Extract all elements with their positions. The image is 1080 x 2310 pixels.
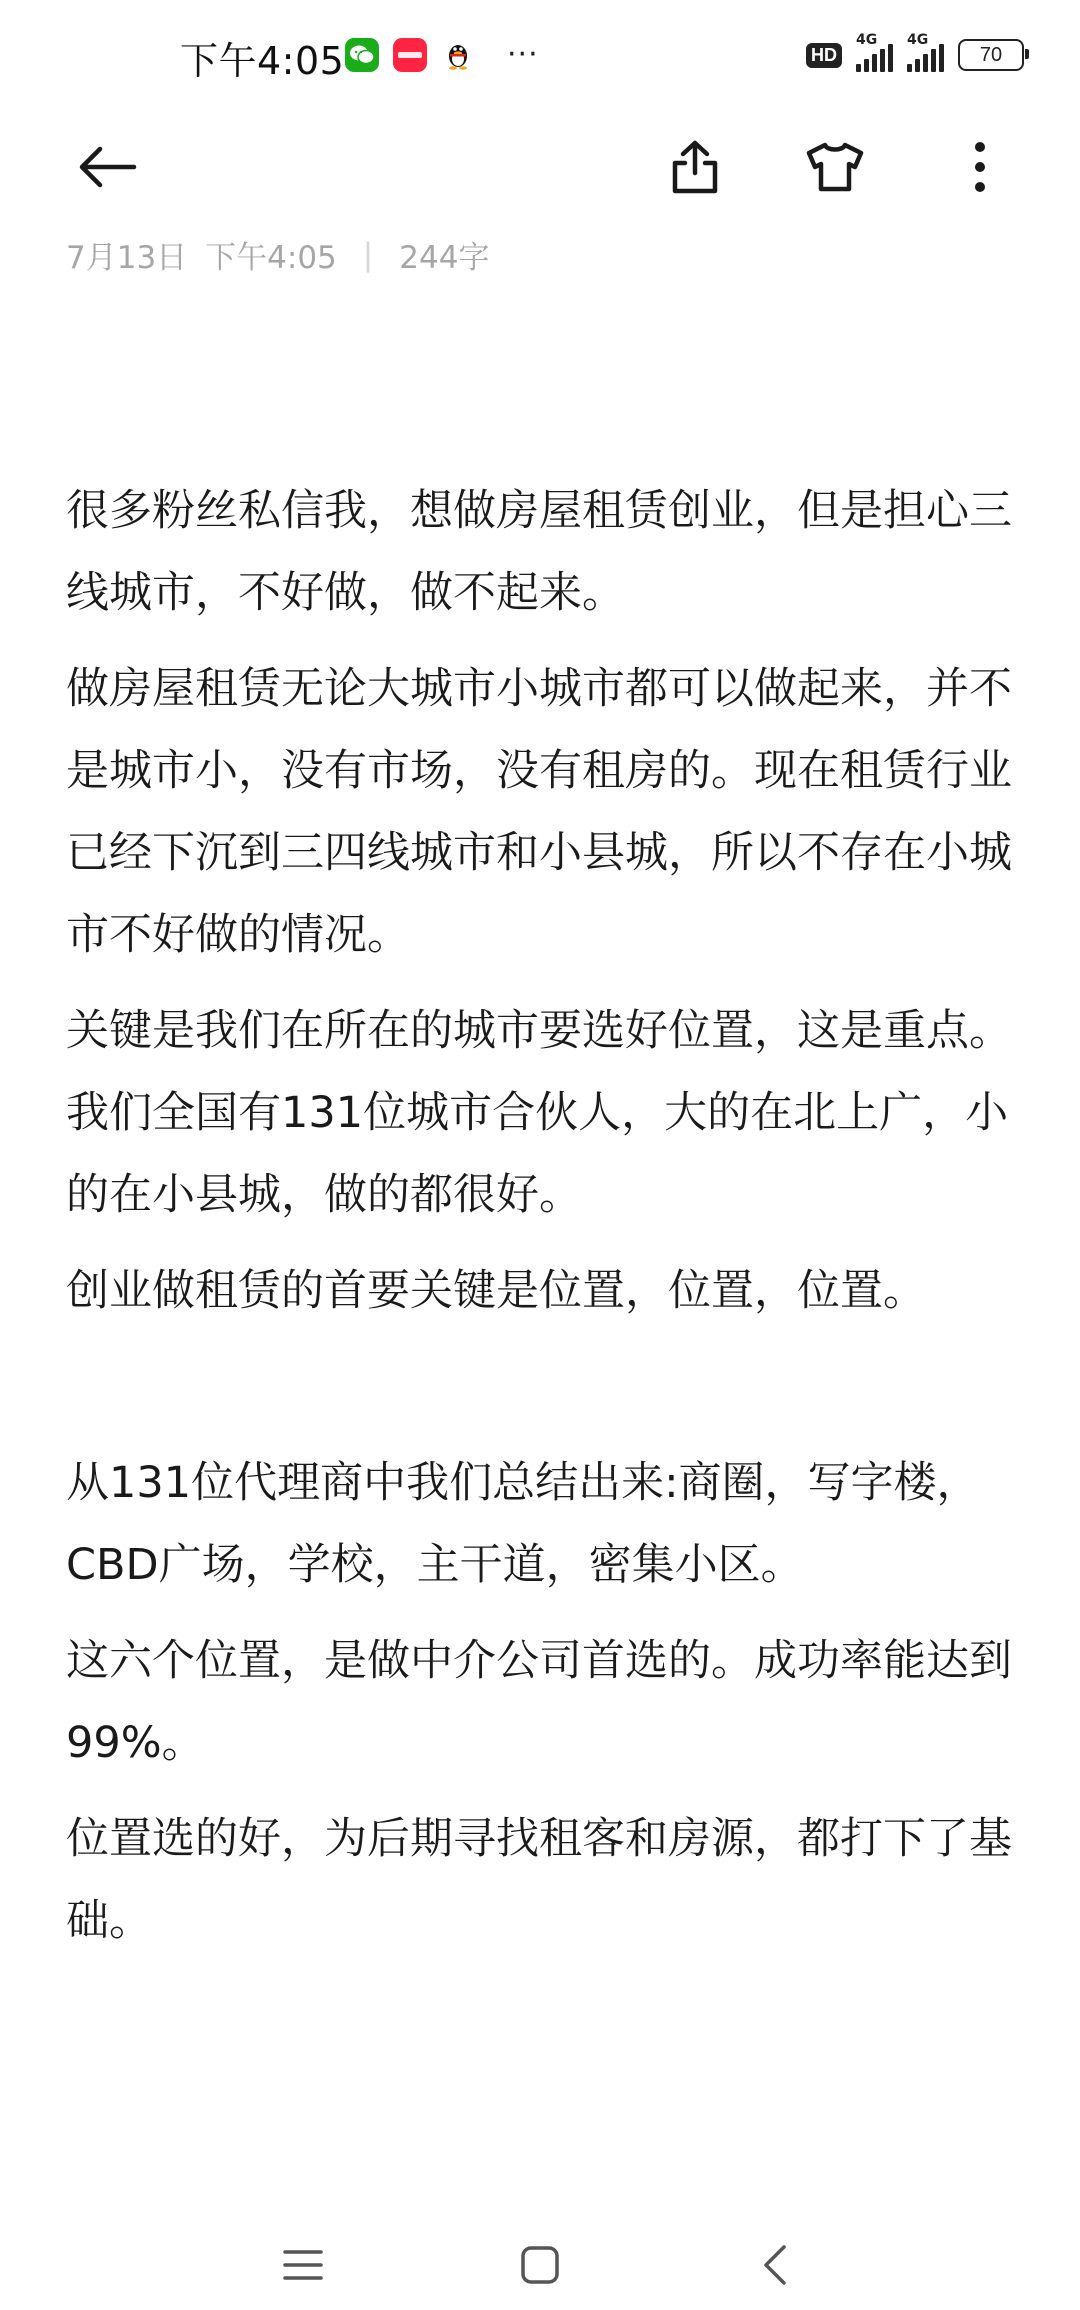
word-count: 244字 — [399, 240, 490, 276]
more-notifications-icon: ··· — [507, 37, 539, 72]
paragraph: 很多粉丝私信我，想做房屋租赁创业，但是担心三线城市，不好做，做不起来。 — [66, 486, 1012, 618]
more-vertical-icon[interactable] — [940, 127, 1020, 207]
xiaohongshu-icon — [393, 38, 427, 72]
share-icon[interactable] — [655, 127, 735, 207]
system-nav-bar — [0, 2220, 1080, 2310]
tshirt-icon[interactable] — [795, 127, 875, 207]
paragraph: 从131位代理商中我们总结出来:商圈，写字楼，CBD广场，学校，主干道，密集小区。 — [66, 1458, 980, 1590]
paragraph: 做房屋租赁无论大城市小城市都可以做起来，并不是城市小，没有市场，没有租房的。现在租赁行业已经下沉到三四线城市和小县城，所以不存在小城市不好做的情况。 — [66, 664, 1012, 960]
home-square-icon[interactable] — [505, 2230, 575, 2300]
status-time: 下午4:05 — [180, 39, 345, 83]
paragraph: 关键是我们在所在的城市要选好位置，这是重点。我们全国有131位城市合伙人，大的在北上广，小的在小县城，做的都很好。 — [66, 1006, 1012, 1220]
qq-penguin-icon — [441, 38, 475, 72]
signal-4g-icon-1: 4G — [856, 38, 893, 72]
note-date: 7月13日 — [66, 240, 188, 276]
notification-icons — [345, 38, 539, 72]
note-body[interactable] — [66, 470, 1016, 1976]
back-chevron-icon[interactable] — [740, 2230, 810, 2300]
top-app-bar — [0, 115, 1080, 225]
back-arrow-icon[interactable] — [68, 127, 148, 207]
status-bar — [0, 0, 1080, 115]
paragraph: 这六个位置，是做中介公司首选的。成功率能达到99%。 — [66, 1636, 1012, 1768]
meta-divider: | — [362, 236, 374, 273]
paragraph: 位置选的好，为后期寻找租客和房源，都打下了基础。 — [66, 1814, 1012, 1946]
wechat-icon — [345, 38, 379, 72]
battery-icon: 70 — [958, 39, 1024, 71]
signal-4g-icon-2: 4G — [907, 38, 944, 72]
system-status-icons — [806, 32, 1024, 72]
menu-icon[interactable] — [268, 2230, 338, 2300]
paragraph: 创业做租赁的首要关键是位置，位置，位置。 — [66, 1266, 926, 1316]
hd-voice-icon: HD — [806, 43, 842, 68]
note-time: 下午4:05 — [205, 240, 337, 276]
note-meta — [66, 232, 489, 277]
blank-line — [66, 1346, 1016, 1442]
